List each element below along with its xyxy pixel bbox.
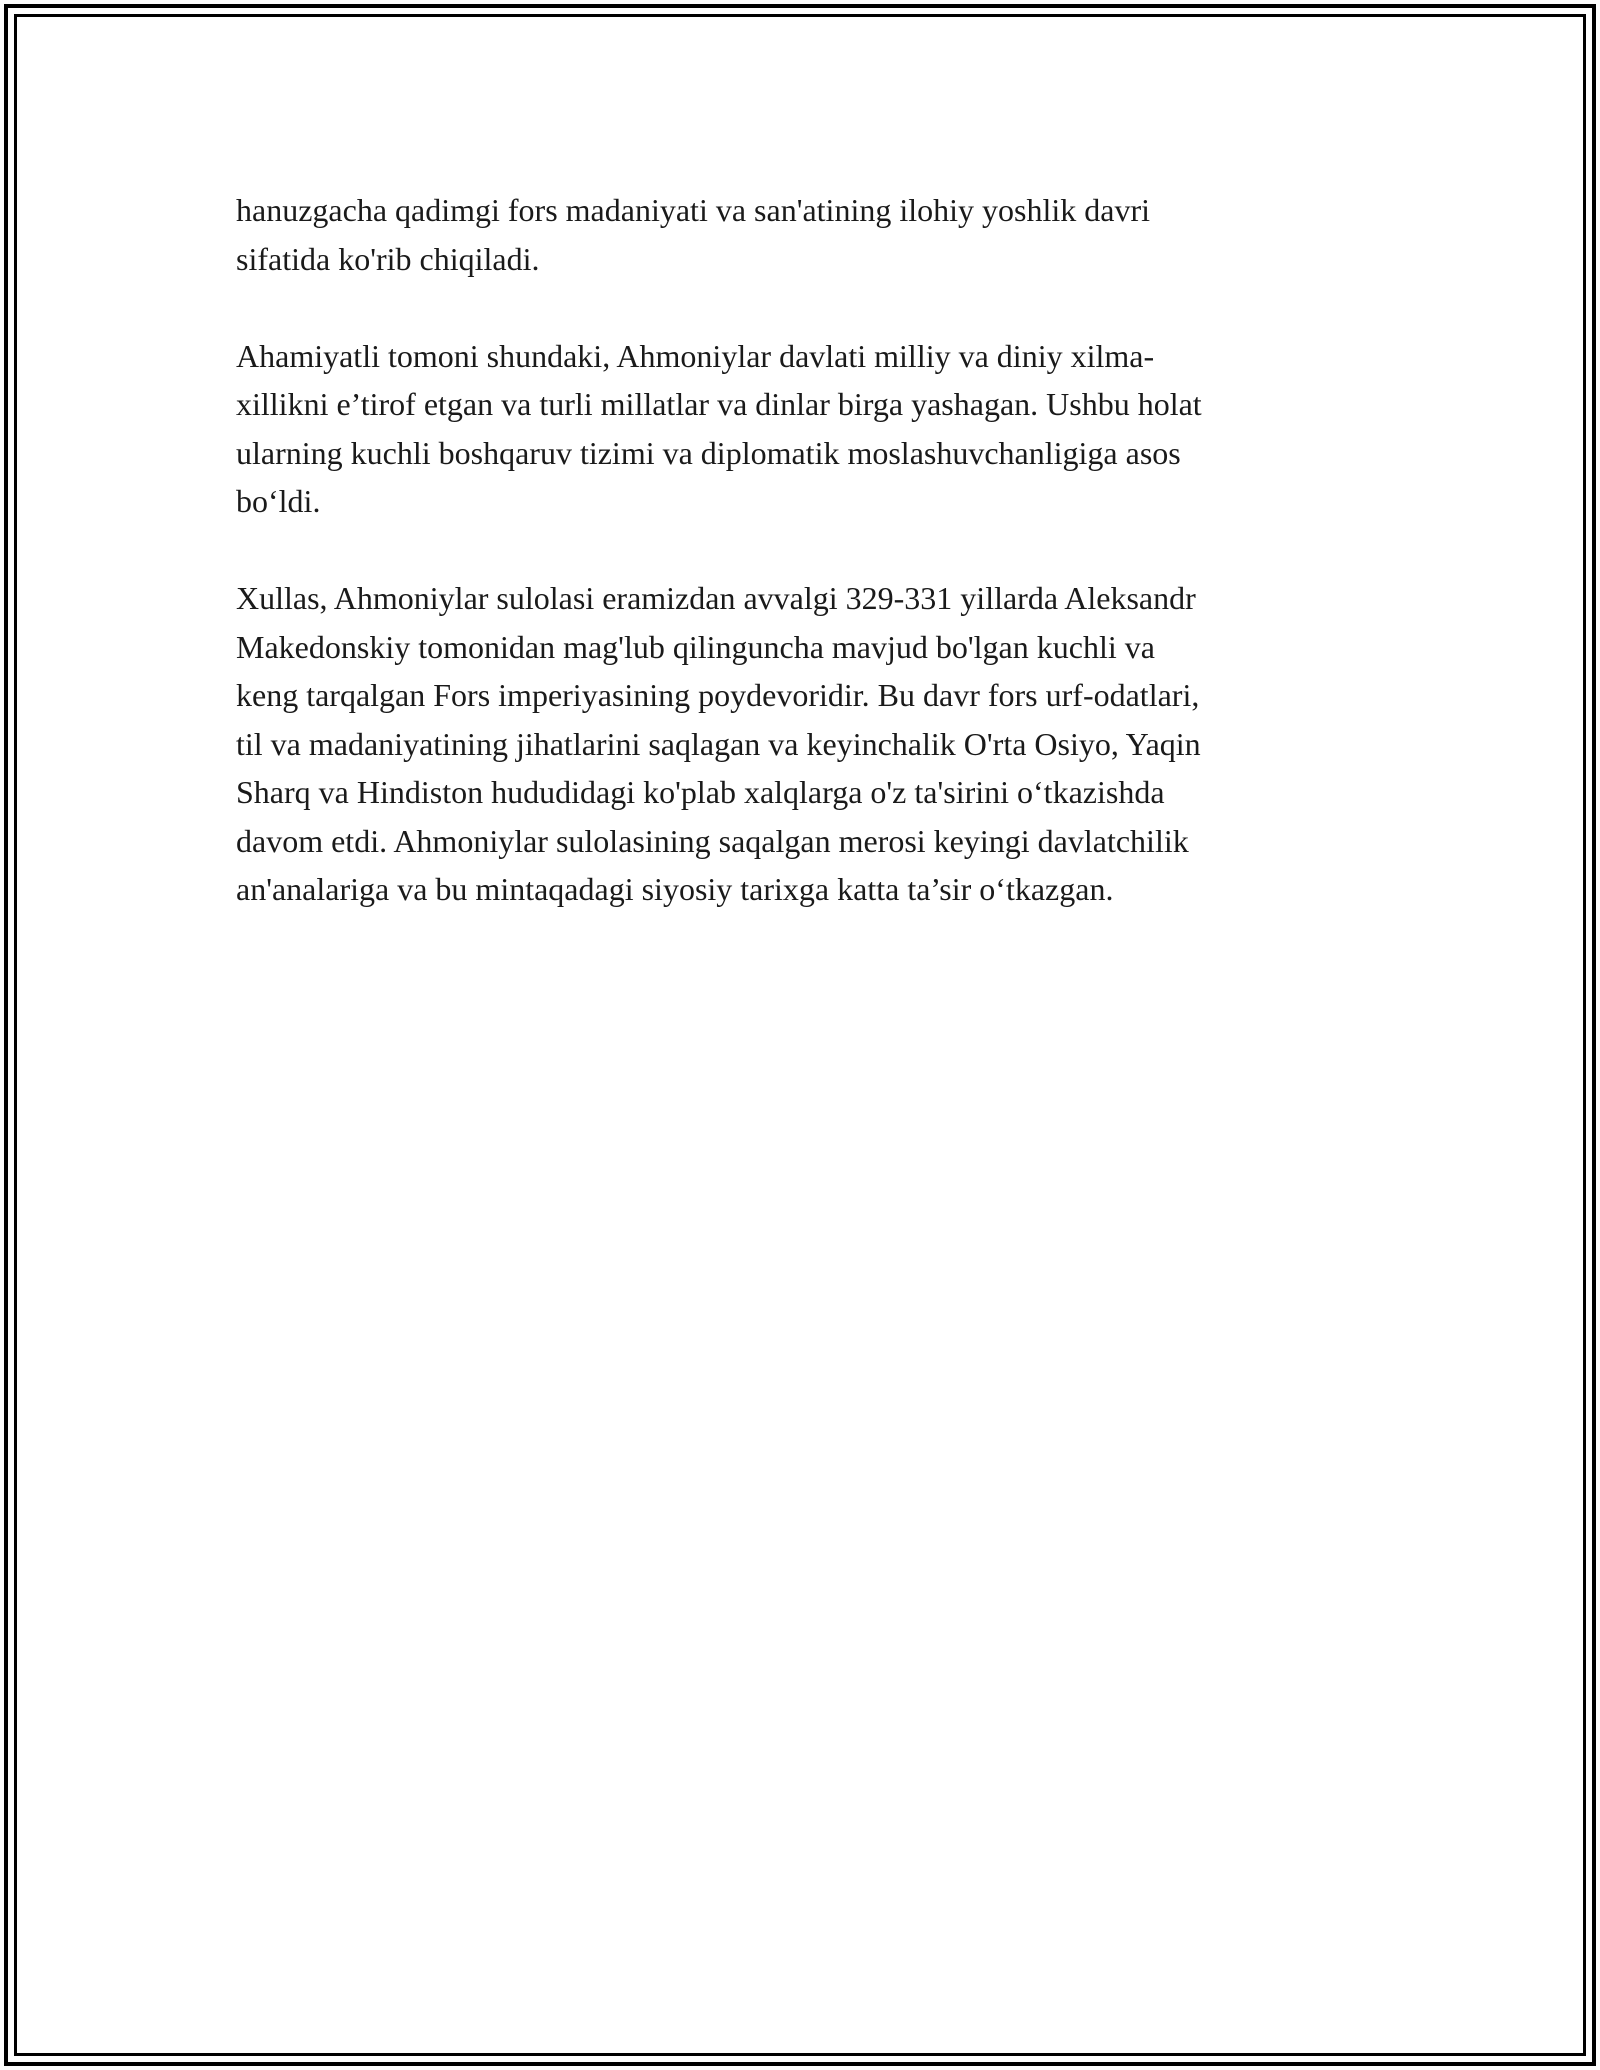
paragraph-2: Ahamiyatli tomoni shundaki, Ahmoniylar davlati milliy va diniy xilma- xillikni e’tirof etgan va turli millatlar va dinlar birga yashagan. Ushbu holat ularning kuchli boshqaruv tizimi va diplomatik moslashuvchanligiga asos bo‘ldi. — [236, 337, 1202, 519]
document-body — [236, 186, 1366, 962]
paragraph-1: hanuzgacha qadimgi fors madaniyati va san'atining ilohiy yoshlik davri sifatida ko'rib chiqiladi. — [236, 192, 1150, 277]
paragraph-3: Xullas, Ahmoniylar sulolasi eramizdan avvalgi 329-331 yillarda Aleksandr Makedonskiy tomonidan mag'lub qilinguncha mavjud bo'lgan kuchli va keng tarqalgan Fors imperiyasining poydevoridir. Bu davr fors urf-odatlari, til va madaniyatining jihatlarini saqlagan va keyinchalik O'rta Osiyo, Yaqin Sharq va Hindiston hududidagi ko'plab xalqlarga o'z ta'sirini o‘tkazishda davom etdi. Ahmoniylar sulolasining saqalgan merosi keyingi davlatchilik an'analariga va bu mintaqadagi siyosiy tarixga katta ta’sir o‘tkazgan. — [236, 580, 1201, 907]
